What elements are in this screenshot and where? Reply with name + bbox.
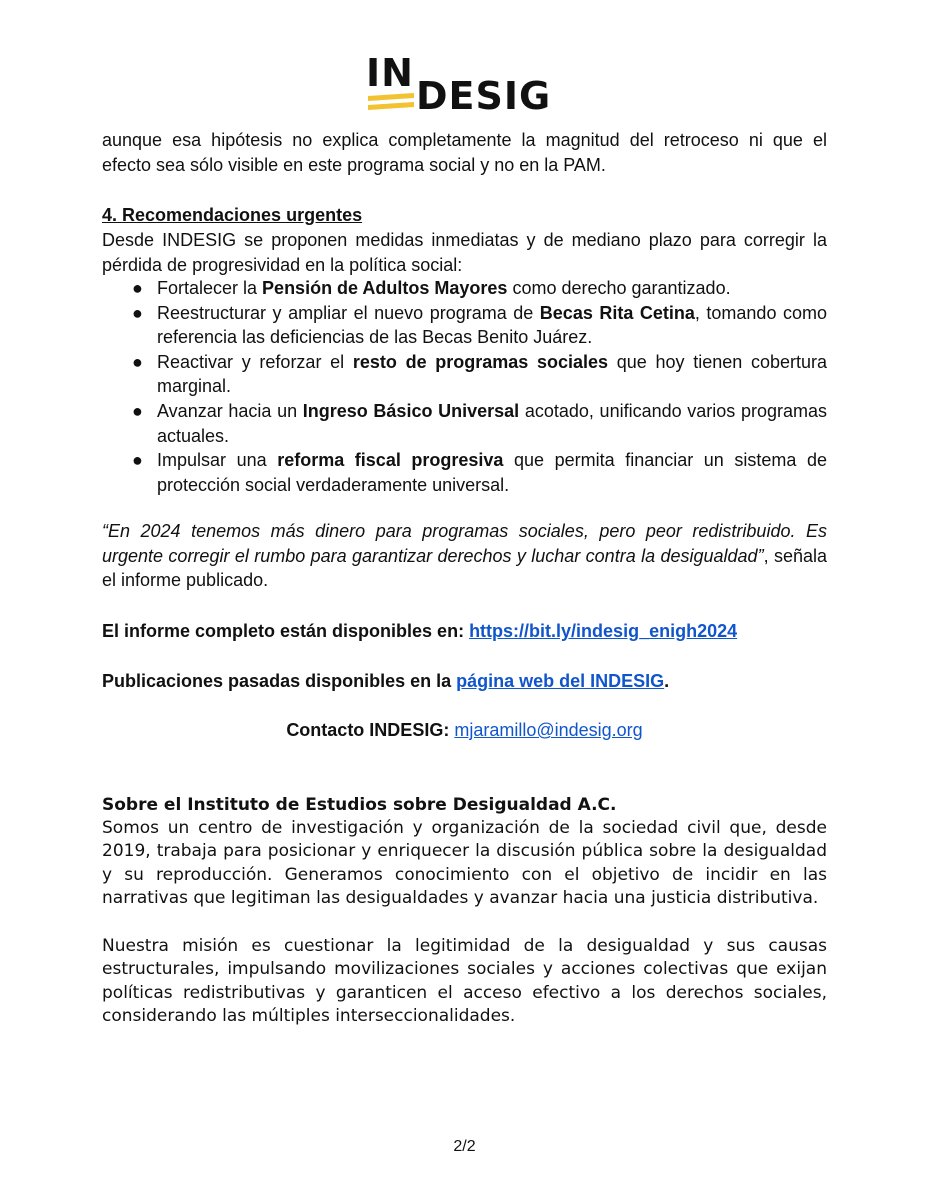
item-text: Reestructurar y ampliar el nuevo programa de [157, 302, 540, 323]
quote-attribution: , señala el informe publicado. [102, 545, 827, 591]
page-number: 2/2 [453, 1138, 476, 1155]
quote-paragraph [102, 519, 827, 593]
item-bold: reforma fiscal progresiva [277, 450, 504, 471]
recommendations-list [102, 276, 827, 497]
past-label: Publicaciones pasadas disponibles en la [102, 671, 457, 691]
item-bold: resto de programas sociales [352, 351, 609, 372]
about-title: Sobre el Instituto de Estudios sobre Desigualdad A.C. [102, 795, 617, 815]
item-bold: Ingreso Básico Universal [302, 400, 520, 421]
intro-paragraph [102, 128, 827, 177]
item-text: que permita financiar un sistema de protección social verdaderamente universal. [157, 450, 827, 495]
report-line [102, 619, 827, 644]
contact-email-link[interactable]: mjaramillo@indesig.org [454, 720, 643, 740]
past-end: . [664, 671, 670, 691]
item-text: Reactivar y reforzar el [157, 351, 353, 372]
item-text: como derecho garantizado. [507, 278, 731, 298]
list-item [102, 448, 827, 497]
list-item [102, 399, 827, 448]
list-item [102, 276, 827, 301]
contact-line [0, 718, 929, 742]
item-text: Avanzar hacia un [157, 400, 303, 421]
list-item [102, 350, 827, 399]
contact-label: Contacto INDESIG: [286, 720, 455, 740]
bullet-icon: ● [132, 278, 143, 298]
section-heading: 4. Recomendaciones urgentes [102, 205, 363, 225]
item-text: que hoy tienen cobertura marginal. [157, 351, 827, 397]
website-link[interactable]: página web del INDESIG [456, 671, 665, 691]
bullet-icon: ● [132, 400, 143, 421]
item-text: acotado, unificando varios programas actuales. [157, 400, 827, 446]
item-text: , tomando como referencia las deficiencias de las Becas Benito Juárez. [157, 302, 827, 348]
report-link[interactable]: https://bit.ly/indesig_enigh2024 [469, 621, 738, 641]
about-paragraph-1: Somos un centro de investigación y organización de la sociedad civil que, desde 2019, trabaja para posicionar y enriquecer la discusión pública sobre la desigualdad y su reproducción. Generamos conocimiento con el objetivo de incidir en las narrativas que legitiman las desigualdades y avanzar hacia una justicia distributiva. [102, 818, 827, 909]
list-item [102, 301, 827, 350]
item-text: Fortalecer la [157, 278, 263, 298]
section-lead: Desde INDESIG se proponen medidas inmediatas y de mediano plazo para corregir la pérdida de progresividad en la política social: [102, 230, 827, 275]
bullet-icon: ● [132, 450, 143, 471]
item-text: Impulsar una [157, 450, 278, 471]
past-publications-line [102, 669, 827, 694]
quote-text: “En 2024 tenemos más dinero para programas sociales, pero peor redistribuido. Es urgente corregir el rumbo para garantizar derechos y luchar contra la desigualdad” [102, 521, 827, 566]
bullet-icon: ● [132, 351, 143, 372]
bullet-icon: ● [132, 302, 143, 323]
indesig-logo [366, 51, 566, 118]
logo-desig-text: DESIG [416, 74, 552, 118]
about-paragraph-2: Nuestra misión es cuestionar la legitimidad de la desigualdad y sus causas estructurales, impulsando movilizaciones sociales y acciones colectivas que exijan políticas redistributivas y garanticen el acceso efectivo a los derechos sociales, considerando las múltiples interseccionalidades. [102, 936, 827, 1027]
logo-bars-icon [368, 92, 414, 114]
intro-line-1: aunque esa hipótesis no explica completamente la magnitud del retroceso ni que el [102, 130, 827, 150]
item-bold: Becas Rita Cetina [539, 302, 695, 323]
report-label: El informe completo están disponibles en: [102, 621, 470, 641]
logo-in-text: IN [366, 51, 414, 95]
item-bold: Pensión de Adultos Mayores [262, 278, 508, 298]
intro-line-2: efecto sea sólo visible en este programa social y no en la PAM. [102, 154, 606, 175]
